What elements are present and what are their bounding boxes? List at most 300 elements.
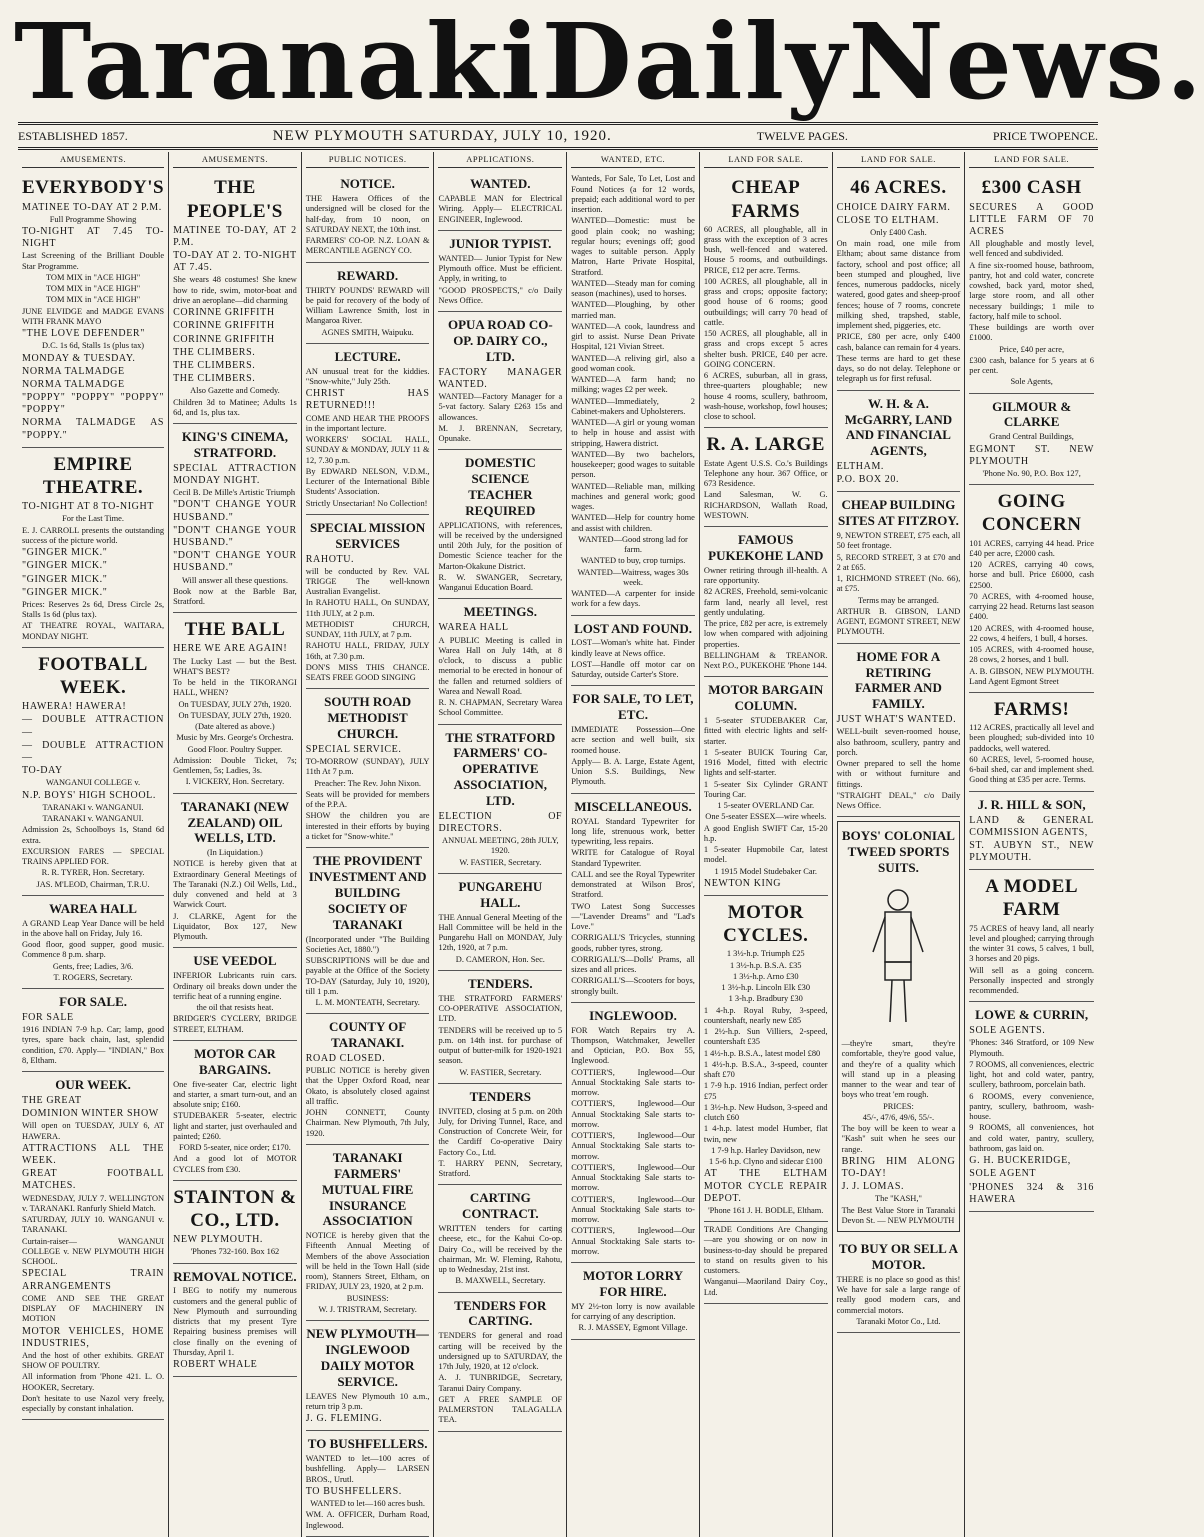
ad-text: Terms may be arranged.	[858, 595, 939, 605]
masthead	[0, 0, 1204, 123]
ad-text: PRICES:	[883, 1101, 914, 1111]
advertisement	[571, 686, 695, 793]
column-8	[965, 152, 1098, 1537]
advertisement	[306, 1321, 430, 1431]
ad-text: EXCURSION FARES — SPECIAL TRAINS APPLIED FOR.	[22, 846, 165, 867]
ad-heading: NEW PLYMOUTH—INGLEWOOD DAILY MOTOR SERVICE.	[306, 1326, 429, 1389]
ad-text: 6 ROOMS, every convenience, pantry, scullery, bathroom, wash-house.	[969, 1091, 1094, 1122]
advertisement	[22, 648, 164, 896]
ad-text: will be conducted by Rev. VAL TRIGGE The well-known Australian Evangelist.	[305, 566, 430, 597]
ad-text: WANTED—Immediately, 2 Cabinet-makers and Upholsterers.	[571, 396, 695, 416]
ad-text: Last Screening of the Brilliant Double Star Programme.	[22, 251, 165, 271]
ad-text: MATINEE TO-DAY AT 2 P.M.	[22, 201, 162, 213]
ad-text: the oil that resists heat.	[196, 1003, 274, 1013]
ad-text: BELLINGHAM & TREANOR. Next P.O., PUKEKOHE 'Phone 144.	[703, 650, 828, 671]
advertisement	[969, 394, 1094, 486]
ad-text: ELECTION OF DIRECTORS.	[438, 810, 563, 834]
ad-text: 1 3½-h.p. Lincoln Elk £30	[721, 983, 811, 993]
column-6	[700, 152, 833, 1537]
ad-text: NEWTON KING	[703, 877, 782, 889]
ad-heading: FOR SALE.	[59, 994, 127, 1010]
ad-text: AN unusual treat for the kiddies. "Snow-white," July 25th.	[305, 366, 430, 386]
ad-text: (In Liquidation.)	[207, 848, 263, 858]
ad-text: CORINNE GRIFFITH	[173, 320, 275, 332]
ad-text: I. VICKERY, Hon. Secretary.	[185, 777, 285, 787]
ad-text: All ploughable and mostly level, well fenced and subdivided.	[969, 239, 1094, 259]
ad-heading: MOTOR CAR BARGAINS.	[194, 1045, 276, 1077]
advertisement	[438, 725, 562, 874]
title-word-3: News.	[848, 0, 1204, 123]
ad-text: WRITE for Catalogue of Royal Standard Typewriter.	[571, 848, 695, 868]
column-header: PUBLIC NOTICES.	[306, 152, 430, 168]
ad-text: IMMEDIATE Possession—One acre section and well built, six roomed house.	[571, 725, 695, 755]
ad-text: COME AND HEAR THE PROOFS in the important lecture.	[305, 413, 430, 433]
ad-text: WANTED—Domestic: must be good plain cook; no washing; regular hours; evenings off; good wages to suitable person. Apply Matron, Harte Private Hospital, Stratford.	[571, 216, 695, 277]
column-7	[833, 152, 966, 1537]
ad-text: Will answer all these questions.	[181, 575, 288, 585]
column-1	[18, 152, 169, 1537]
ad-text: The "KASH,"	[875, 1194, 922, 1204]
ad-text: WAREA HALL	[438, 622, 509, 634]
ad-text: R. R. TYRER, Hon. Secretary.	[41, 868, 145, 878]
ad-text: "THE LOVE DEFENDER"	[22, 328, 145, 340]
ad-text: AT THEATRE ROYAL, WAITARA, MONDAY NIGHT.	[22, 621, 165, 641]
date-label: NEW PLYMOUTH SATURDAY, JULY 10, 1920.	[272, 127, 612, 144]
ad-text: RAHOTU HALL, FRIDAY, JULY 16th, at 7.30 p.m.	[305, 641, 430, 661]
ad-text: SPECIAL TRAIN ARRANGEMENTS	[22, 1268, 165, 1292]
ad-text: 105 ACRES, with 4-roomed house, 28 cows, 2 horses, and 1 bull.	[969, 645, 1094, 665]
ad-text: WORKERS' SOCIAL HALL, SUNDAY & MONDAY, JULY 11 & 12, 7.30 p.m.	[305, 435, 430, 465]
ad-text: On TUESDAY, JULY 27th, 1920.	[178, 699, 292, 709]
advertisement	[704, 1222, 828, 1304]
advertisement	[306, 1014, 430, 1145]
advertisement	[306, 1145, 430, 1321]
ad-heading: WANTED.	[470, 176, 531, 192]
advertisement	[173, 613, 297, 793]
ad-heading: INGLEWOOD.	[589, 1007, 677, 1023]
ad-text: £300 cash, balance for 5 years at 6 per cent.	[969, 355, 1094, 376]
ad-text: 1 3-h.p. Bradbury £30	[728, 994, 803, 1004]
ad-heading: KING'S CINEMA, STRATFORD.	[181, 429, 289, 460]
ad-text: The Lucky Last — but the Best. WHAT'S BEST?	[173, 656, 297, 676]
ad-text: BRIDGER'S CYCLERY, BRIDGE STREET, ELTHAM.	[173, 1014, 297, 1034]
ad-text: WANTED—By two bachelors, housekeeper; good wages to suitable person.	[571, 449, 695, 480]
ad-text: WANTED to let—100 acres of bushfelling. Apply— LARSEN BROS., Urutl.	[305, 1454, 430, 1484]
ad-text: W. J. TRISTRAM, Secretary.	[318, 1304, 417, 1314]
ad-text: On main road, one mile from Eltham; about same distance from factory, school and post office; all been stumped and ploughed, live fences, numerous paddocks, nicely watered, good gates and sheep-proof fences; house of 7 rooms, concrete milking shed, trapshed, stable, implement shed, piggeries, etc.	[836, 239, 961, 331]
ad-heading: W. H. & A. McGARRY, LAND AND FINANCIAL AGENTS,	[844, 395, 953, 459]
column-2	[169, 152, 302, 1537]
advertisement	[22, 896, 164, 989]
ad-text: THE CLIMBERS.	[173, 359, 256, 371]
ad-text: WANTED—A girl or young woman to help in house and assist with stripping, Hawera district.	[571, 418, 695, 448]
ad-text: CORRIGALL'S Tricycles, stunning goods, rubber tyres, strong.	[571, 933, 695, 953]
ad-text: TO-MORROW (SUNDAY), JULY 11th At 7 p.m.	[305, 757, 430, 777]
ad-text: FARMERS' CO-OP. N.Z. LOAN & MERCANTILE AGENCY CO.	[305, 236, 430, 256]
ad-text: THE STRATFORD FARMERS' CO-OPERATIVE ASSOCIATION, LTD.	[438, 993, 563, 1024]
ad-text: WANTED—A carpenter for inside work for a few days.	[571, 589, 695, 609]
ad-heading: TO BUY OR SELL A MOTOR.	[838, 1241, 959, 1273]
ad-text: SECURES A GOOD LITTLE FARM OF 70 ACRES	[969, 201, 1094, 237]
advertisement	[969, 792, 1094, 871]
ad-text: J. J. LOMAS.	[841, 1181, 905, 1193]
ad-heading: STAINTON & CO., LTD.	[173, 1186, 297, 1231]
ad-text: EGMONT ST. NEW PLYMOUTH	[969, 443, 1094, 467]
ad-text: WELL-built seven-roomed house, also bathroom, scullery, pantry and porch.	[836, 727, 961, 757]
advertisement	[571, 1263, 695, 1339]
ad-text: M. J. BRENNAN, Secretary, Opunake.	[438, 423, 563, 444]
ad-text: METHODIST CHURCH, SUNDAY, 11th JULY, at 7 p.m.	[305, 619, 430, 640]
advertisement	[438, 971, 562, 1084]
ad-text: Wanteds, For Sale, To Let, Lost and Found Notices (a for 12 words, prepaid; each additional word to per insertion.	[571, 174, 695, 215]
ad-text: Grand Central Buildings,	[989, 432, 1074, 442]
ad-text: Sole Agents,	[1010, 377, 1053, 387]
ad-heading: CHEAP FARMS	[731, 177, 801, 222]
ad-text: (Date altered as above.)	[195, 722, 275, 732]
ad-text: 1 3½-h.p. B.S.A. £35	[730, 960, 802, 970]
ad-heading: TENDERS	[469, 1088, 532, 1104]
ad-text: The boy will be keen to wear a "Kash" suit when he sees our range.	[841, 1124, 956, 1154]
ad-text: Full Programme Showing	[49, 214, 137, 224]
ad-text: In RAHOTU HALL, On SUNDAY, 11th JULY, at 2 p.m.	[305, 598, 430, 618]
ad-text: Music by Mrs. George's Orchestra.	[176, 733, 294, 743]
ad-text: AT THE ELTHAM MOTOR CYCLE REPAIR DEPOT.	[703, 1168, 828, 1204]
column-header: LAND FOR SALE.	[704, 152, 828, 168]
ad-text: COTTIER'S, Inglewood—Our Annual Stocktaking Sale starts to-morrow.	[571, 1226, 695, 1256]
advertisement	[173, 424, 297, 613]
ad-text: SPECIAL ATTRACTION MONDAY NIGHT.	[173, 462, 297, 486]
ad-text: WANTED—A reliving girl, also a good woman cook.	[571, 353, 695, 373]
ad-heading: TENDERS FOR CARTING.	[454, 1297, 547, 1329]
ad-text: A PUBLIC Meeting is called in Warea Hall on July 14th, at 8 o'clock, to discuss a public memorial to be erected in honour of the fallen and returned soldiers of Warea and Newall Road.	[438, 635, 563, 696]
ad-text: Admission: Double Ticket, 7s; Gentlemen, 5s; Ladies, 3s.	[173, 755, 297, 776]
ad-text: CLOSE TO ELTHAM.	[836, 214, 940, 226]
ad-text: 1 7-9 h.p. Harley Davidson, new	[711, 1145, 821, 1155]
ad-heading: FOR SALE, TO LET, ETC.	[572, 691, 694, 723]
ad-text: CORRIGALL'S—Dolls' Prams, all sizes and all prices.	[571, 954, 695, 975]
ad-text: 75 ACRES of heavy land, all nearly level and ploughed; carrying through the winter 31 cows, 5 calves, 1 bull, 3 horses and 20 pigs.	[969, 923, 1094, 964]
ad-text: Good Floor. Poultry Supper.	[187, 744, 283, 754]
ad-text: N.P. BOYS' HIGH SCHOOL.	[22, 789, 156, 801]
ad-text: COTTIER'S, Inglewood—Our Annual Stocktaking Sale starts to-morrow.	[571, 1162, 695, 1193]
advertisement	[22, 989, 164, 1072]
ad-text: 70 ACRES, with 4-roomed house, carrying 22 head. Returns last season £400.	[969, 591, 1094, 622]
advertisement	[438, 312, 562, 450]
ad-text: WANGANUI COLLEGE v.	[45, 778, 141, 788]
ad-text: FOR SALE	[22, 1012, 74, 1023]
ad-text: WM. A. OFFICER, Durham Road, Inglewood.	[305, 1510, 430, 1530]
ad-text: To be held in the TIKORANGI HALL, WHEN?	[173, 678, 297, 698]
established-label: ESTABLISHED 1857.	[18, 128, 128, 143]
ad-heading: MEETINGS.	[463, 604, 537, 620]
ad-text: Will sell as a going concern. Personally inspected and strongly recommended.	[969, 965, 1094, 996]
ad-text: (Incorporated under "The Building Societies Act, 1880.")	[305, 934, 430, 954]
ad-text: TOM MIX in "ACE HIGH"	[45, 295, 141, 305]
ad-text: A fine six-roomed house, bathroom, pantry, hot and cold water, concrete cowshed, back yard, motor shed, large store room, and all other necessary buildings; 1 mile to factory, half mile to school.	[969, 260, 1094, 321]
ad-text: "GINGER MICK."	[22, 573, 108, 585]
ad-text: 112 ACRES, practically all level and been ploughed; sub-divided into 10 paddocks, well watered.	[969, 723, 1094, 753]
advertisement	[306, 848, 430, 1014]
ad-text: "GINGER MICK."	[22, 560, 108, 572]
ad-text: FORD 5-seater, nice order; £170.	[179, 1143, 291, 1153]
ad-text: TRADE Conditions Are Changing—are you showing or on now in business-to-day should be prepared to stand on results given to his customers.	[703, 1225, 828, 1276]
ad-text: T. HARRY PENN, Secretary, Stratford.	[438, 1158, 563, 1179]
ad-text: COTTIER'S, Inglewood—Our Annual Stocktaking Sale starts to-morrow.	[571, 1099, 695, 1129]
ad-text: PRICE, £80 per acre, only £400 cash, balance can remain for 4 years.	[836, 332, 961, 352]
ad-heading: MOTOR BARGAIN COLUMN.	[708, 682, 824, 714]
ad-text: "GOOD PROSPECTS," c/o Daily News Office.	[438, 285, 563, 305]
ad-text: 'Phone No. 90, P.O. Box 127,	[982, 468, 1081, 478]
ad-text: Only £400 Cash.	[870, 227, 927, 237]
advertisement	[704, 896, 828, 1222]
ad-text: ATTRACTIONS ALL THE WEEK.	[22, 1142, 165, 1167]
ad-text: Apply— B. A. Large, Estate Agent, Union S.S. Buildings, New Plymouth.	[571, 756, 695, 787]
ad-text: Owner prepared to sell the home with or without furniture and fittings.	[836, 759, 961, 789]
ad-heading: COUNTY OF TARANAKI.	[329, 1019, 407, 1051]
ad-text: One 5-seater ESSEX—wire wheels.	[705, 812, 827, 822]
ad-text: WANTED—Factory Manager for a 5-vat factory. Salary £263 15s and allowances.	[438, 392, 563, 422]
ad-heading: TENDERS.	[468, 975, 533, 991]
ad-text: THE Annual General Meeting of the Hall Committee will be held in the Pungarehu Hall on MONDAY, July 12th, 1920, at 7 p.m.	[438, 912, 563, 953]
ad-text: INVITED, closing at 5 p.m. on 20th July, for Driving Tunnel, Race, and Construction of Concrete Weir, for the Cardiff Co-operative Dairy Factory Co., Ltd.	[438, 1106, 563, 1157]
ad-heading: MOTOR LORRY FOR HIRE.	[583, 1268, 684, 1300]
ad-text: 1 5-seater OVERLAND Car.	[717, 801, 815, 811]
ad-text: "DON'T CHANGE YOUR HUSBAND."	[173, 550, 297, 574]
advertisement	[173, 1181, 297, 1264]
ad-text: JUST WHAT'S WANTED.	[836, 714, 957, 726]
ad-heading: OPUA ROAD CO-OP. DAIRY CO., LTD.	[447, 317, 553, 364]
ad-heading: TARANAKI (NEW ZEALAND) OIL WELLS, LTD.	[180, 798, 290, 846]
ad-text: Admission 2s, Schoolboys 1s, Stand 6d extra.	[22, 825, 165, 845]
ad-text: MONDAY & TUESDAY.	[22, 352, 136, 364]
ad-heading: GOING CONCERN	[981, 491, 1082, 536]
ad-heading: LOST AND FOUND.	[574, 620, 692, 636]
ad-text: AGNES SMITH, Waipuku.	[321, 327, 414, 337]
ad-text: TENDERS for general and road carting will be received by the undersigned up to SATURDAY, the 17th July, 1920, at 12 o'clock.	[438, 1331, 563, 1372]
ad-heading: THE PEOPLE'S	[187, 177, 283, 222]
ad-text: Don't hesitate to use Nazol very freely, especially by constant inhalation.	[22, 1393, 165, 1414]
ad-text: 1 4-h.p. Royal Ruby, 3-speed, countershaft, nearly new £85	[703, 1005, 828, 1025]
ad-text: WANTED—Help for country home and assist with children.	[571, 513, 695, 533]
ad-text: These buildings are worth over £1000.	[969, 323, 1094, 343]
ad-text: On TUESDAY, JULY 27th, 1920.	[178, 710, 292, 720]
ad-text: FOR Watch Repairs try A. Thompson, Watchmaker, Jeweller and Optician, P.O. Box 55, Inglewood.	[571, 1025, 695, 1066]
advertisement	[969, 171, 1094, 393]
ad-text: NORMA TALMADGE AS "POPPY."	[22, 417, 165, 441]
ad-text: FACTORY MANAGER WANTED.	[438, 366, 563, 390]
ad-text: CALL and see the Royal Typewriter demonstrated at Wilson Bros', Stratford.	[571, 869, 695, 900]
ad-text: TOM MIX in "ACE HIGH"	[45, 272, 141, 282]
ad-text: PUBLIC NOTICE is hereby given that the Upper Oxford Road, near Okato, is absolutely closed against all traffic.	[305, 1066, 430, 1106]
ad-text: 1 4½-h.p. B.S.A., latest model £80	[703, 1048, 821, 1058]
ad-text: TARANAKI v. WANGANUI.	[42, 814, 144, 824]
advertisement	[22, 171, 164, 447]
ad-text: 9 ROOMS, all conveniences, hot and cold water, pantry, scullery, bathroom, gas laid on.	[969, 1123, 1094, 1153]
ad-text: SOLE AGENTS.	[969, 1025, 1046, 1037]
ad-text: BUSINESS:	[346, 1293, 389, 1303]
advertisement	[173, 794, 297, 949]
ad-text: SPECIAL SERVICE.	[305, 744, 402, 756]
ad-text: R. J. MASSEY, Egmont Village.	[578, 1323, 688, 1333]
ad-text: HERE WE ARE AGAIN!	[173, 643, 288, 655]
ad-text: The price, £82 per acre, is extremely low when compared with adjoining properties.	[703, 619, 828, 649]
ad-text: E. J. CARROLL presents the outstanding success of the picture world.	[22, 525, 165, 545]
column-header: AMUSEMENTS.	[173, 152, 297, 168]
ad-text: NOTICE is hereby given that at Extraordinary General Meetings of The Taranaki (N.Z.) Oil Wells, Ltd., duly convened and held at 3 Warwick Court.	[173, 859, 297, 910]
ad-text: WANTED to let—160 acres bush.	[310, 1499, 425, 1509]
ad-text: THERE is no place so good as this! We have for sale a large range of really good modern cars, and commercial motors.	[836, 1274, 961, 1315]
ad-text: COTTIER'S, Inglewood—Our Annual Stocktaking Sale starts to-morrow.	[571, 1194, 695, 1225]
advertisement	[438, 1185, 562, 1292]
pages-label: TWELVE PAGES.	[756, 128, 848, 143]
ad-heading: TARANAKI FARMERS' MUTUAL FIRE INSURANCE ASSOCIATION	[321, 1149, 414, 1229]
ad-text: 45/-, 47/6, 49/6, 55/-.	[862, 1112, 935, 1122]
ad-heading: 46 ACRES.	[850, 177, 947, 199]
column-header: LAND FOR SALE.	[837, 152, 961, 168]
ad-text: W. FASTIER, Secretary.	[459, 1067, 542, 1077]
ad-text: 1 1915 Model Studebaker Car.	[714, 866, 818, 876]
ad-text: Taranaki Motor Co., Ltd.	[856, 1316, 941, 1326]
ad-text: ANNUAL MEETING, 28th JULY, 1920.	[442, 836, 559, 856]
ad-text: Prices: Reserves 2s 6d, Dress Circle 2s, Stalls 1s 6d (plus tax).	[22, 599, 165, 620]
ad-text: W. FASTIER, Secretary.	[459, 857, 542, 867]
ad-text: 'PHONES 324 & 316 HAWERA	[969, 1181, 1094, 1205]
advertisement	[837, 492, 961, 643]
ad-heading: £300 CASH	[981, 177, 1082, 199]
advertisement	[438, 171, 562, 231]
ad-text: WANTED—Waitress, wages 30s week.	[577, 567, 689, 587]
advertisement	[438, 231, 562, 312]
ad-text: GET A FREE SAMPLE OF PALMERSTON TALAGALLA TEA.	[438, 1394, 563, 1425]
ad-text: HAWERA! HAWERA!	[22, 701, 127, 713]
ad-text: "STRAIGHT DEAL," c/o Daily News Office.	[836, 790, 961, 811]
ad-heading: WAREA HALL	[49, 900, 137, 916]
ad-heading: TO BUSHFELLERS.	[307, 1436, 428, 1452]
ad-text: — DOUBLE ATTRACTION —	[22, 739, 165, 763]
ad-text: A good English SWIFT Car, 15-20 h.p.	[703, 823, 828, 843]
price-label: PRICE TWOPENCE.	[992, 128, 1098, 143]
ad-text: 1 5-6 h.p. Clyno and sidecar £100	[708, 1157, 823, 1167]
ad-text: 'Phones: 346 Stratford, or 109 New Plymouth.	[969, 1038, 1094, 1058]
ad-text: "DON'T CHANGE YOUR HUSBAND."	[173, 499, 297, 523]
ad-text: R. W. SWANGER, Secretary, Wanganui Education Board.	[438, 572, 563, 593]
advertisement	[438, 1293, 562, 1432]
ad-text: Preacher: The Rev. John Nixon.	[314, 778, 422, 788]
ad-text: 1 4½-h.p. B.S.A., 3-speed, counter shaft £70	[703, 1059, 828, 1080]
ad-text: TO-NIGHT AT 7.45 TO-NIGHT	[22, 225, 165, 250]
ad-text: T. ROGERS, Secretary.	[53, 972, 133, 982]
advertisement	[837, 821, 961, 1232]
ad-text: CAPABLE MAN for Electrical Wiring. Apply— ELECTRICAL ENGINEER, Inglewood.	[438, 194, 563, 224]
ad-text: NORMA TALMADGE	[22, 378, 125, 390]
ad-text: JOHN CONNETT, County Chairman. New Plymouth, 7th July, 1920.	[305, 1108, 430, 1138]
ad-text: JUNE ELVIDGE and MADGE EVANS WITH FRANK MAYO	[22, 306, 165, 326]
ad-heading: J. R. HILL & SON,	[977, 796, 1086, 812]
column-header: LAND FOR SALE.	[969, 152, 1094, 168]
ad-heading: FARMS!	[993, 699, 1070, 721]
ad-heading: MOTOR CYCLES.	[723, 902, 809, 947]
ad-text: APPLICATIONS, with references, will be received by the undersigned until 20th July, for the position of Domestic Science teacher for the Marton-Okakune District.	[438, 520, 563, 571]
title-word-1: Taranaki	[14, 0, 542, 123]
ad-text: D. CAMERON, Hon. Sec.	[455, 954, 545, 964]
ad-text: A. B. GIBSON, NEW PLYMOUTH. Land Agent Egmont Street	[969, 666, 1094, 686]
ad-text: LAND & GENERAL COMMISSION AGENTS,	[969, 814, 1094, 838]
ad-text: Children 3d to Matinee; Adults 1s 6d, and 1s, plus tax.	[173, 397, 297, 417]
ad-text: 1 5-seater BUICK Touring Car, 1916 Model, fitted with electric lights and self-starter.	[703, 747, 828, 778]
ad-heading: THE PROVIDENT INVESTMENT AND BUILDING SOCIETY OF TARANAKI	[308, 853, 427, 932]
ad-text: THE CLIMBERS.	[173, 373, 256, 385]
ad-heading: HOME FOR A RETIRING FARMER AND FAMILY.	[855, 648, 942, 712]
ad-text: "POPPY" "POPPY" "POPPY" "POPPY"	[22, 392, 165, 416]
ad-text: She wears 48 costumes! She knew how to ride, swim, motor-boat and drive an aeroplane—did charming	[173, 275, 297, 305]
advertisement	[306, 263, 430, 344]
advertisement	[704, 171, 828, 428]
ad-text: SATURDAY, JULY 10. WANGANUI v. TARANAKI.	[22, 1215, 165, 1235]
advertisement	[837, 1236, 961, 1333]
ad-text: TOM MIX in "ACE HIGH"	[45, 284, 141, 294]
ad-heading: GILMOUR & CLARKE	[992, 398, 1072, 430]
ad-heading: THE BALL	[184, 619, 286, 641]
advertisement	[438, 450, 562, 599]
ad-text: MY 2½-ton lorry is now available for carrying of any description.	[571, 1301, 695, 1322]
ad-text: WANTED—Ploughing, by other married man.	[571, 300, 695, 320]
ad-text: Price, £40 per acre,	[999, 344, 1065, 354]
ad-text: L. M. MONTEATH, Secretary.	[315, 998, 420, 1008]
ad-text: 'Phones 732-160. Box 162	[190, 1247, 280, 1257]
column-header: APPLICATIONS.	[438, 152, 562, 168]
ad-text: P.O. BOX 20.	[836, 474, 900, 486]
ad-text: And the host of other exhibits. GREAT SHOW OF POULTRY.	[22, 1350, 165, 1371]
ad-text: Estate Agent U.S.S. Co.'s Buildings Telephone any hour. 367 Office, or 673 Residence.	[703, 458, 828, 489]
advertisement	[571, 171, 695, 615]
ad-text: 82 ACRES, Freehold, semi-volcanic farm land, nearly all level, rest gently undulating.	[703, 587, 828, 617]
advertisement	[306, 171, 430, 262]
ad-text: WANTED—Good strong lad for farm.	[578, 534, 688, 555]
advertisement	[704, 677, 828, 896]
ad-text: ST. AUBYN ST., NEW PLYMOUTH.	[969, 839, 1094, 864]
ad-text: CORINNE GRIFFITH	[173, 333, 275, 345]
column-3	[302, 152, 435, 1537]
advertisement	[438, 1084, 562, 1186]
ad-text: WANTED—Steady man for coming season (machines), used to horses.	[571, 278, 695, 299]
ad-text: — DOUBLE ATTRACTION —	[22, 714, 165, 738]
ad-text: LOST—Woman's white hat. Finder kindly leave at News office.	[571, 638, 695, 658]
ad-heading: MISCELLANEOUS.	[574, 798, 692, 814]
ad-text: I BEG to notify my numerous customers and the general public of New Plymouth and surrounding districts that my present Tyre Repairing business premises will close finally on the evening of Thursday, April 1.	[173, 1286, 297, 1357]
ad-text: 120 ACRES, with 4-roomed house, 22 cows, 4 heifers, 1 bull, 4 horses.	[969, 623, 1094, 643]
ad-text: WRITTEN tenders for carting cheese, etc., for the Kahui Co-op. Dairy Co., will be received by the chairman, Mr. W. Fleming, Rahotu, up to Wednesday, 21st inst.	[438, 1224, 563, 1275]
ad-text: 1 4-h.p. latest model Humber, flat twin, new	[703, 1124, 828, 1144]
ad-text: TARANAKI v. WANGANUI.	[42, 802, 144, 812]
ad-text: ARTHUR B. GIBSON, LAND AGENT, EGMONT STREET, NEW PLYMOUTH.	[836, 606, 961, 637]
ad-text: J. CLARKE, Agent for the Liquidator, Box 127, New Plymouth.	[173, 911, 297, 942]
ad-text: 120 ACRES, carrying 40 cows, horse and bull. Price £6000, cash £2500.	[969, 560, 1094, 590]
ad-text: LEAVES New Plymouth 10 a.m., return trip 3 p.m.	[305, 1391, 430, 1411]
column-4	[434, 152, 567, 1537]
ad-text: THE Hawera Offices of the undersigned will be closed for the half-day, from 10 noon, on SATURDAY NEXT, the 10th inst.	[305, 194, 430, 234]
ad-text: COTTIER'S, Inglewood—Our Annual Stocktaking Sale starts to-morrow.	[571, 1131, 695, 1161]
ad-text: A. J. TUNBRIDGE, Secretary, Taranui Dairy Company.	[438, 1373, 563, 1393]
ad-text: 6 ACRES, suburban, all in grass, three-quarters ploughable; new house 4 rooms, scullery, bathroom, wash-house, workshop, fowl houses; close to school.	[703, 371, 828, 422]
ad-text: WANTED to buy, crop turnips.	[580, 556, 686, 566]
advertisement	[306, 515, 430, 690]
advertisement	[704, 428, 828, 527]
ad-heading: OUR WEEK.	[55, 1077, 131, 1093]
ad-text: LOST—Handle off motor car on Saturday, outside Carter's Store.	[571, 659, 695, 680]
advertisement	[306, 1431, 430, 1537]
columns	[18, 152, 1098, 1530]
ad-text: For the Last Time.	[62, 514, 124, 524]
